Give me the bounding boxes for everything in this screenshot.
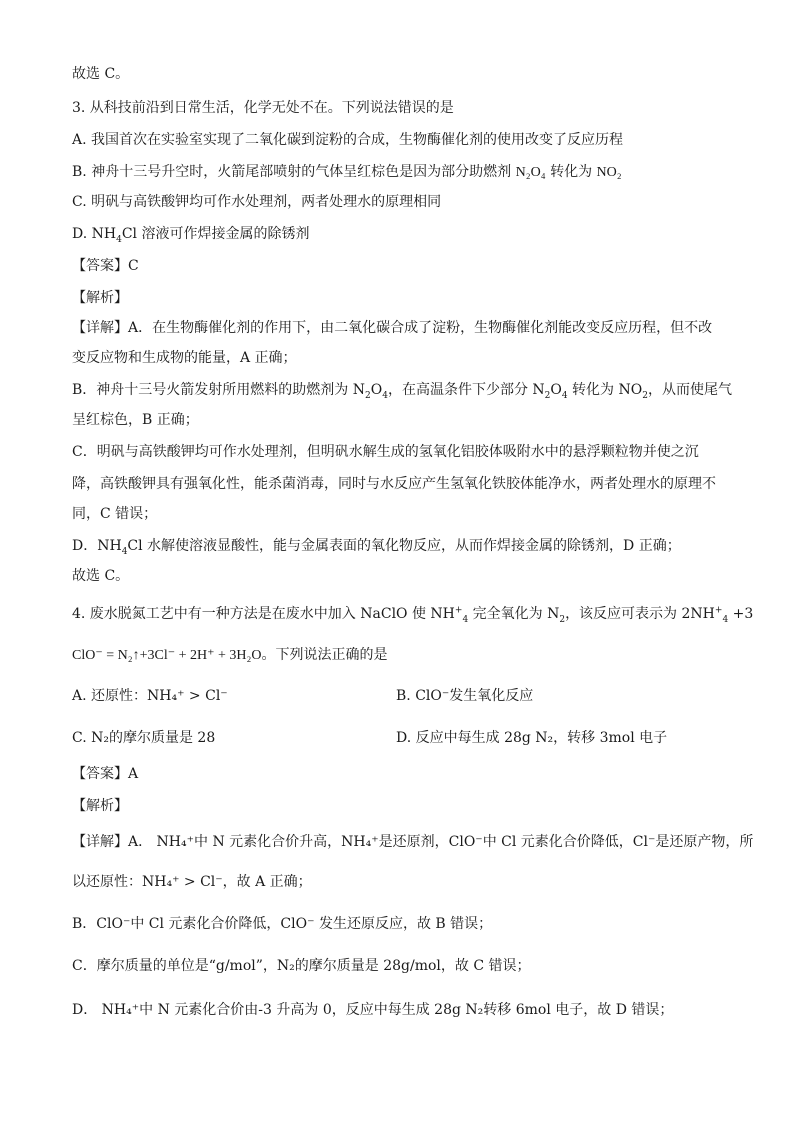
analysis-label: 【解析】 <box>72 798 128 814</box>
question-4-stem: 4. 废水脱氮工艺中有一种方法是在废水中加入 NaClO 使 $NH^+_4$ 完全氧化为 $N_2$，该反应可表示为 $2NH^+_4 +3$ <box>72 605 754 625</box>
detail-line: 【详解】A． NH₄⁺中 N 元素化合价升高，NH₄⁺是还原剂，ClO⁻中 Cl 元素化合价降低，Cl⁻是还原产物，所 <box>72 834 754 850</box>
detail-line: 呈红棕色，B 正确； <box>72 412 199 428</box>
option-4d: D. 反应中每生成 28g N₂，转移 3mol 电子 <box>396 730 668 746</box>
detail-line: B．神舟十三号火箭发射所用燃料的助燃剂为 $N_2O_4$，在高温条件下少部分 $N_2O_4$ 转化为 $NO_2$，从而使尾气 <box>72 382 732 401</box>
detail-line: D． NH₄⁺中 N 元素化合价由-3 升高为 0，反应中每生成 28g N₂转移 6mol 电子，故 D 错误； <box>72 1002 674 1018</box>
option-4a: A. 还原性：NH₄⁺ > Cl⁻ <box>72 688 228 704</box>
option-4b: B. ClO⁻发生氧化反应 <box>396 688 534 704</box>
text-line: 故选 C。 <box>72 568 130 584</box>
detail-line: 【详解】A．在生物酶催化剂的作用下，由二氧化碳合成了淀粉，生物酶催化剂能改变反应历程，但不改 <box>72 320 713 336</box>
analysis-label: 【解析】 <box>72 290 128 306</box>
question-4-equation: ClO⁻ = N₂↑+3Cl⁻ + 2H⁺ + 3H₂O。下列说法正确的是 <box>72 647 388 663</box>
answer-label: 【答案】C <box>72 258 139 274</box>
question-3-stem: 3. 从科技前沿到日常生活，化学无处不在。下列说法错误的是 <box>72 100 454 116</box>
detail-line: B．ClO⁻中 Cl 元素化合价降低，ClO⁻ 发生还原反应，故 B 错误； <box>72 916 493 932</box>
option-3d: D. $NH_4Cl$ 溶液可作焊接金属的除锈剂 <box>72 226 310 245</box>
option-3c: C. 明矾与高铁酸钾均可作水处理剂，两者处理水的原理相同 <box>72 194 442 210</box>
detail-line: C．摩尔质量的单位是“g/mol”，N₂的摩尔质量是 28g/mol，故 C 错误； <box>72 958 531 974</box>
option-3a: A. 我国首次在实验室实现了二氧化碳到淀粉的合成，生物酶催化剂的使用改变了反应历程 <box>72 132 624 148</box>
option-4c: C. N₂的摩尔质量是 28 <box>72 730 216 746</box>
option-3b: B. 神舟十三号升空时，火箭尾部喷射的气体呈红棕色是因为部分助燃剂 N₂O₄ 转化为 NO₂ <box>72 164 622 180</box>
detail-line: 同，C 错误； <box>72 506 158 522</box>
detail-line: D．$NH_4Cl$ 水解使溶液显酸性，能与金属表面的氧化物反应，从而作焊接金属的除锈剂，D 正确； <box>72 538 681 557</box>
detail-line: 以还原性：NH₄⁺ > Cl⁻，故 A 正确； <box>72 874 312 890</box>
detail-line: C．明矾与高铁酸钾均可作水处理剂，但明矾水解生成的氢氧化铝胶体吸附水中的悬浮颗粒物并使之沉 <box>72 444 699 460</box>
detail-line: 变反应物和生成物的能量，A 正确； <box>72 350 297 366</box>
answer-label: 【答案】A <box>72 766 139 782</box>
detail-line: 降，高铁酸钾具有强氧化性，能杀菌消毒，同时与水反应产生氢氧化铁胶体能净水，两者处理水的原理不 <box>72 476 716 492</box>
text-line: 故选 C。 <box>72 66 130 82</box>
